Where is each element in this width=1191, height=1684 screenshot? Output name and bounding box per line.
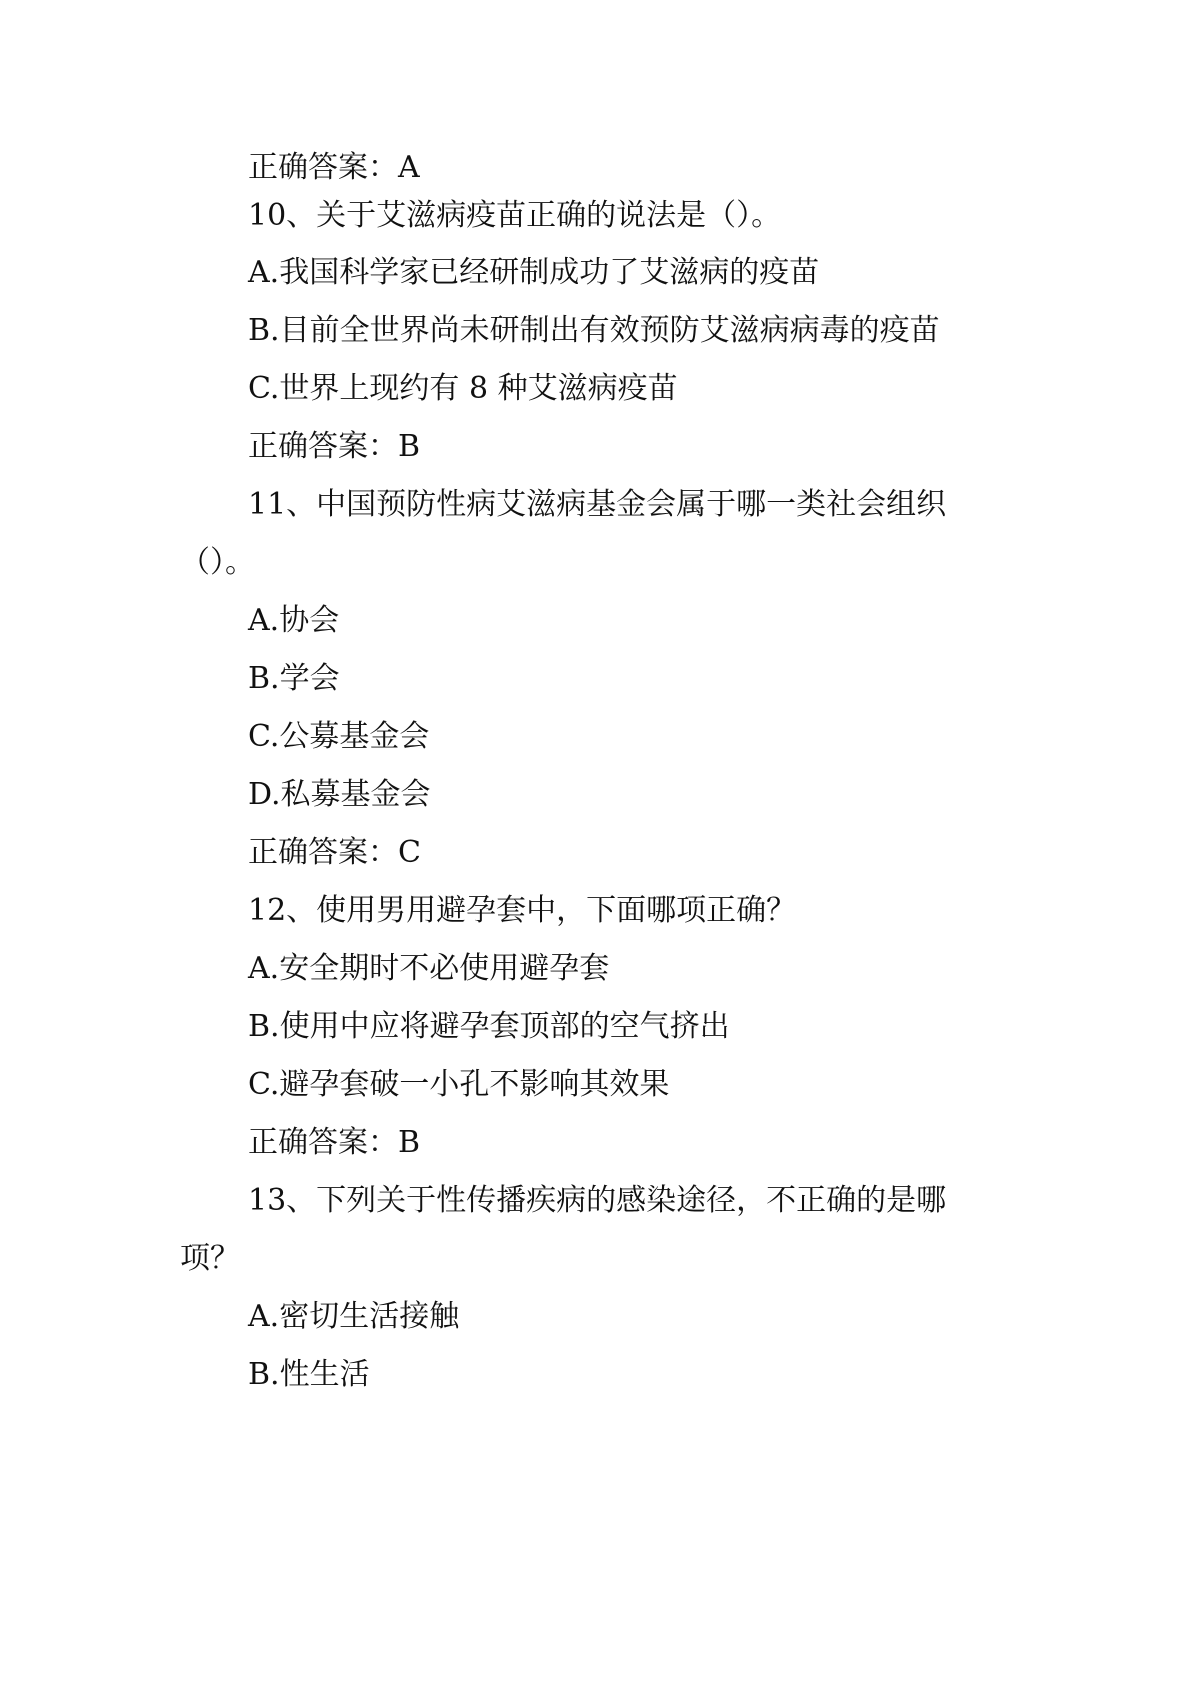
question-11: 11、中国预防性病艾滋病基金会属于哪一类社会组织 [248, 487, 947, 522]
option-a: A.我国科学家已经研制成功了艾滋病的疫苗 [248, 255, 820, 290]
answer-line: 正确答案：B [248, 1125, 421, 1160]
option-c: C.公募基金会 [248, 719, 430, 754]
option-d: D.私募基金会 [248, 777, 431, 812]
question-10: 10、关于艾滋病疫苗正确的说法是（）。 [248, 198, 782, 233]
option-b: B.使用中应将避孕套顶部的空气挤出 [248, 1009, 730, 1044]
option-a: A.安全期时不必使用避孕套 [248, 951, 610, 986]
option-b: B.性生活 [248, 1357, 370, 1392]
option-b: B.目前全世界尚未研制出有效预防艾滋病病毒的疫苗 [248, 313, 940, 348]
option-b: B.学会 [248, 661, 340, 696]
option-c: C.避孕套破一小孔不影响其效果 [248, 1067, 670, 1102]
option-a: A.协会 [248, 603, 340, 638]
question-11-continuation: （）。 [180, 545, 255, 580]
answer-line: 正确答案：C [248, 835, 421, 870]
question-13-continuation: 项？ [180, 1241, 240, 1276]
question-13: 13、下列关于性传播疾病的感染途径，不正确的是哪 [248, 1183, 947, 1218]
answer-line: 正确答案：B [248, 429, 421, 464]
question-12: 12、使用男用避孕套中，下面哪项正确？ [248, 893, 797, 928]
answer-line: 正确答案：A [248, 150, 420, 185]
option-c: C.世界上现约有 8 种艾滋病疫苗 [248, 371, 678, 406]
option-a: A.密切生活接触 [248, 1299, 460, 1334]
